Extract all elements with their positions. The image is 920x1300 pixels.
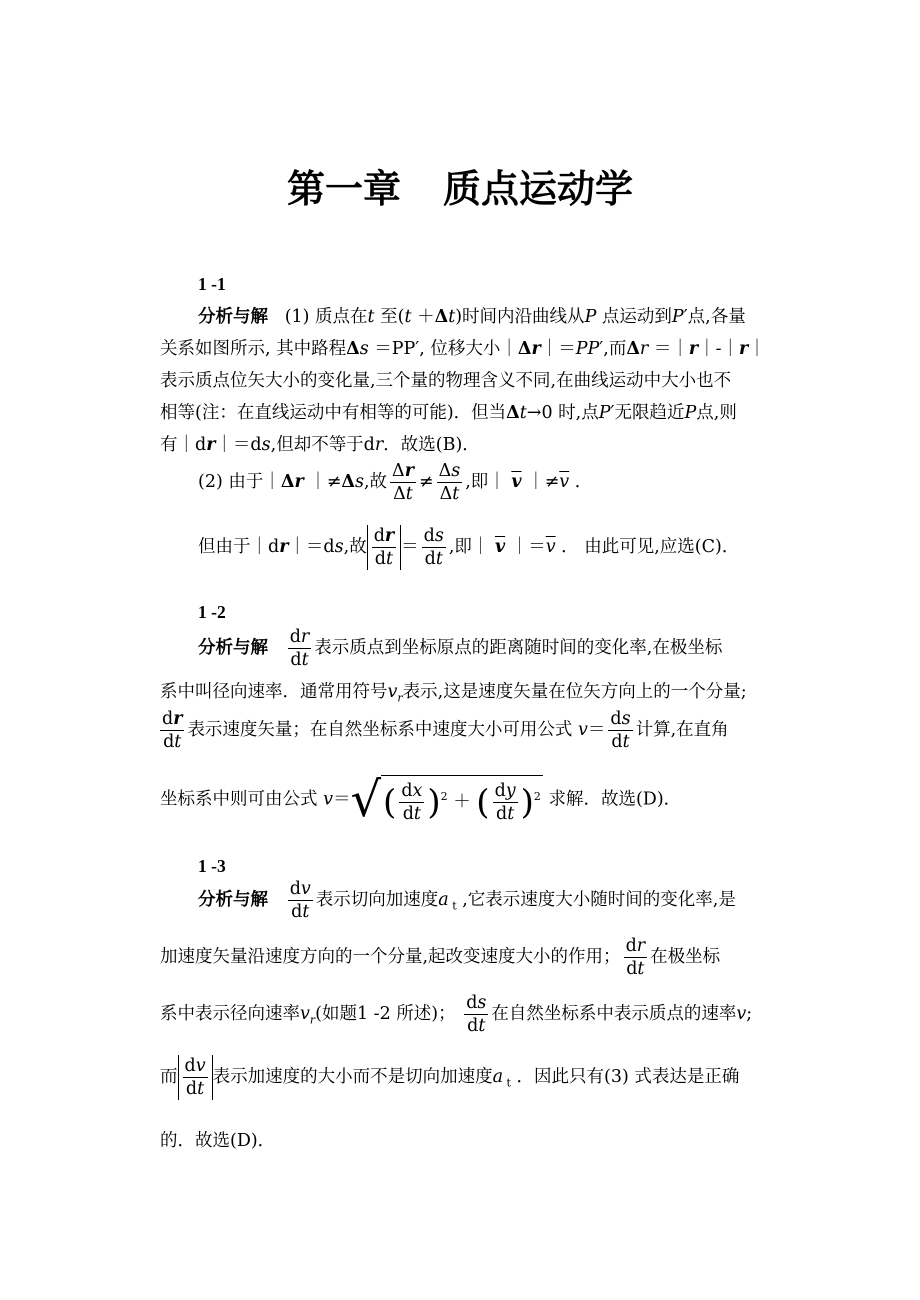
s3-line-5: 的．故选(D)． bbox=[160, 1131, 276, 1151]
s2-line-1: 分析与解 $\frac{dr}{dt}$ 表示质点到坐标原点的距离随时间的变化率,在极坐标 bbox=[198, 627, 723, 670]
s1-line-6: (2) 由于｜Δr ｜≠Δs,故 $\frac{\Delta r}{\Delta t}$ ≠ $\frac{\Delta s}{\Delta t}$ ,即｜ $\overline{v}$ $|\ne\overline{v}$ ． bbox=[198, 461, 593, 504]
s1-line-1: 分析与解 (1) 质点在t 至(t ＋Δt)时间内沿曲线从P 点运动到P′点,各量 bbox=[198, 307, 746, 327]
s1-line-2: 关系如图所示, 其中路程Δs ＝PP′, 位移大小｜Δr｜＝PP′,而Δr ＝｜r｜-｜r｜ bbox=[160, 339, 766, 359]
section-number-1-1: 1 -1 bbox=[198, 274, 226, 294]
s3-line-4: 而 $\frac{dv}{dt}$ 表示加速度的大小而不是切向加速度a $_t$ ．因此只有(3) 式表达是正确 bbox=[160, 1056, 740, 1099]
s1-line-7: 但由于｜dr｜＝ds,故 $\frac{dr}{dt}$ ＝ $\frac{ds}{dt}$ ,即｜ $\overline{v}$ $|=\overline{v}$ ． 由此可见,应选(C)． bbox=[198, 526, 740, 569]
s3-line-3: 系中表示径向速率$v_r$(如题1 -2 所述)； $\frac{ds}{dt}$ 在自然坐标系中表示质点的速率v; bbox=[160, 993, 753, 1036]
s2-line-2: 系中叫径向速率．通常用符号$v_r$表示,这是速度矢量在位矢方向上的一个分量; bbox=[160, 682, 747, 705]
chapter-title: 第一章 质点运动学 bbox=[286, 167, 634, 211]
s1-line-4: 相等(注：在直线运动中有相等的可能)．但当Δt→0 时,点P′无限趋近P点,则 bbox=[160, 403, 737, 423]
section-number-1-3: 1 -3 bbox=[198, 856, 226, 876]
section-number-1-2: 1 -2 bbox=[198, 602, 226, 622]
s2-line-4: 坐标系中则可由公式 v＝√( $\frac{dx}{dt}$ )$^2$ ＋ ( $\frac{dy}{dt}$ )$^2$ 求解．故选(D)． bbox=[160, 772, 682, 828]
s3-line-1: 分析与解 $\frac{dv}{dt}$ 表示切向加速度a $_t$ ,它表示速度大小随时间的变化率,是 bbox=[198, 879, 736, 922]
s2-line-3: $\frac{dr}{dt}$ 表示速度矢量；在自然坐标系中速度大小可用公式 v＝ $\frac{ds}{dt}$ 计算,在直角 bbox=[162, 709, 729, 752]
s1-line-3: 表示质点位矢大小的变化量,三个量的物理含义不同,在曲线运动中大小也不 bbox=[160, 371, 732, 391]
s3-line-2: 加速度矢量沿速度方向的一个分量,起改变速度大小的作用； $\frac{dr}{dt}$ 在极坐标 bbox=[160, 936, 721, 979]
s1-line-5: 有｜dr｜＝ds,但却不等于dr．故选(B)． bbox=[160, 435, 480, 455]
